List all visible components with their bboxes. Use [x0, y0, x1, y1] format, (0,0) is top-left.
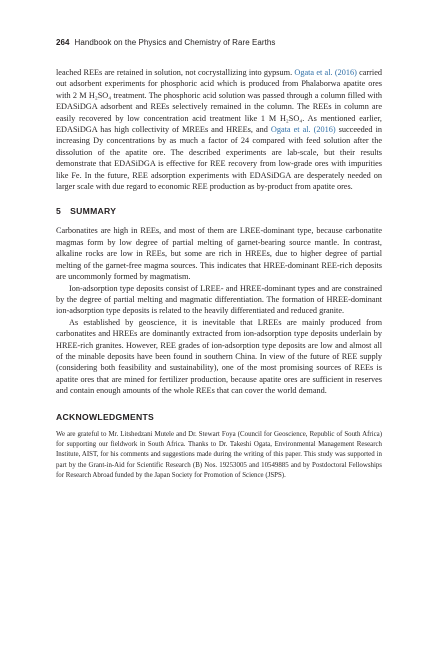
running-header — [56, 38, 382, 47]
intro-text-3: succeeded in increasing Dy concentrations by as much a factor of 24 compared with feed solution after the dissolution of the apatite ore. The described experiments are lab-scale, but their results demonstrate that EDASiDGA is effective for REE recovery from low-grade ores with impurities like Fe. In the future, REE adsorption experiments with EDASiDGA are desperately needed on larger scale with due regard to economic REE production as by-product from apatite ores. — [56, 125, 383, 192]
page-number: 264 — [56, 38, 70, 47]
acknowledgments-heading: ACKNOWLEDGMENTS — [56, 411, 155, 422]
section-title: SUMMARY — [70, 206, 117, 217]
section-number: 5 — [56, 206, 62, 217]
summary-paragraph-3: As established by geoscience, it is inevitable that LREEs are mainly produced from carbonatites and HREEs are dominantly extracted from ion-adsorption type deposits underlain by HREE-rich granites. However, REE grades of ion-adsorption type deposits are low and almost all of the minable deposits have been found in southern China. In view of the future of REE supply (considering both feasibility and sustainability), one of the most promising sources of REEs is apatite ores that are mined for fertilizer production, because apatite ores are sufficient in reserves and contain enough amounts of the whole REEs that can cover the world demand. — [56, 317, 382, 396]
summary-paragraph-2: Ion-adsorption type deposits consist of LREE- and HREE-dominant types and are constrained by the degree of partial melting and magmatic differentiation. The formation of HREE-dominant ion-adsorption type deposits is related to the heavily differentiated and reduced granite. — [56, 283, 382, 316]
section-heading-summary — [56, 206, 382, 216]
acknowledgments-text: We are grateful to Mr. Litshedzani Mutele and Dr. Stewart Foya (Council for Geoscience, Republic of South Africa) for supporting our fieldwork in South Africa. Thanks to Dr. Takeshi Ogata, Environmental Management Research Institute, AIST, for his comments and suggestions made during the writing of this paper. This study was supported in part by the Grant-in-Aid for Scientific Research (B) Nos. 19253005 and 10549885 and by Postdoctoral Fellowships for Research Abroad funded by the Japan Society for Promotion of Science (JSPS). — [56, 430, 382, 480]
summary-paragraph-1: Carbonatites are high in REEs, and most of them are LREE-dominant type, because carbonatite magmas form by low degree of partial melting of garnet-bearing source mantle. In contrast, alkaline rocks are low in REEs, but some are rich in HREEs, due to higher degree of partial melting of the garnet-free magma sources. This indicates that HREE-dominant REE-rich deposits are uncommonly formed by magmatism. — [56, 226, 382, 282]
running-title: Handbook on the Physics and Chemistry of Rare Earths — [74, 38, 276, 47]
intro-paragraph — [56, 67, 382, 192]
citation-link-ogata-1[interactable]: Ogata et al. (2016) — [294, 68, 357, 77]
citation-link-ogata-2[interactable]: Ogata et al. (2016) — [270, 125, 336, 135]
intro-text-1: leached REEs are retained in solution, not cocrystallizing into gypsum. — [56, 68, 295, 77]
intro-text-2: carried out adsorbent experiments for phosphoric acid which is produced from Phalaborwa apatite ores with 2 M H₂SO₄ treatment. The phosphoric acid solution was passed through a column filled with EDASiDGA adsorbent and REEs selectively remained in the column. The REEs in column are easily recovered by low concentration acid treatment like 1 M H₂SO₄. As mentioned earlier, EDASiDGA has high collectivity of MREEs and HREEs, and — [56, 68, 382, 135]
